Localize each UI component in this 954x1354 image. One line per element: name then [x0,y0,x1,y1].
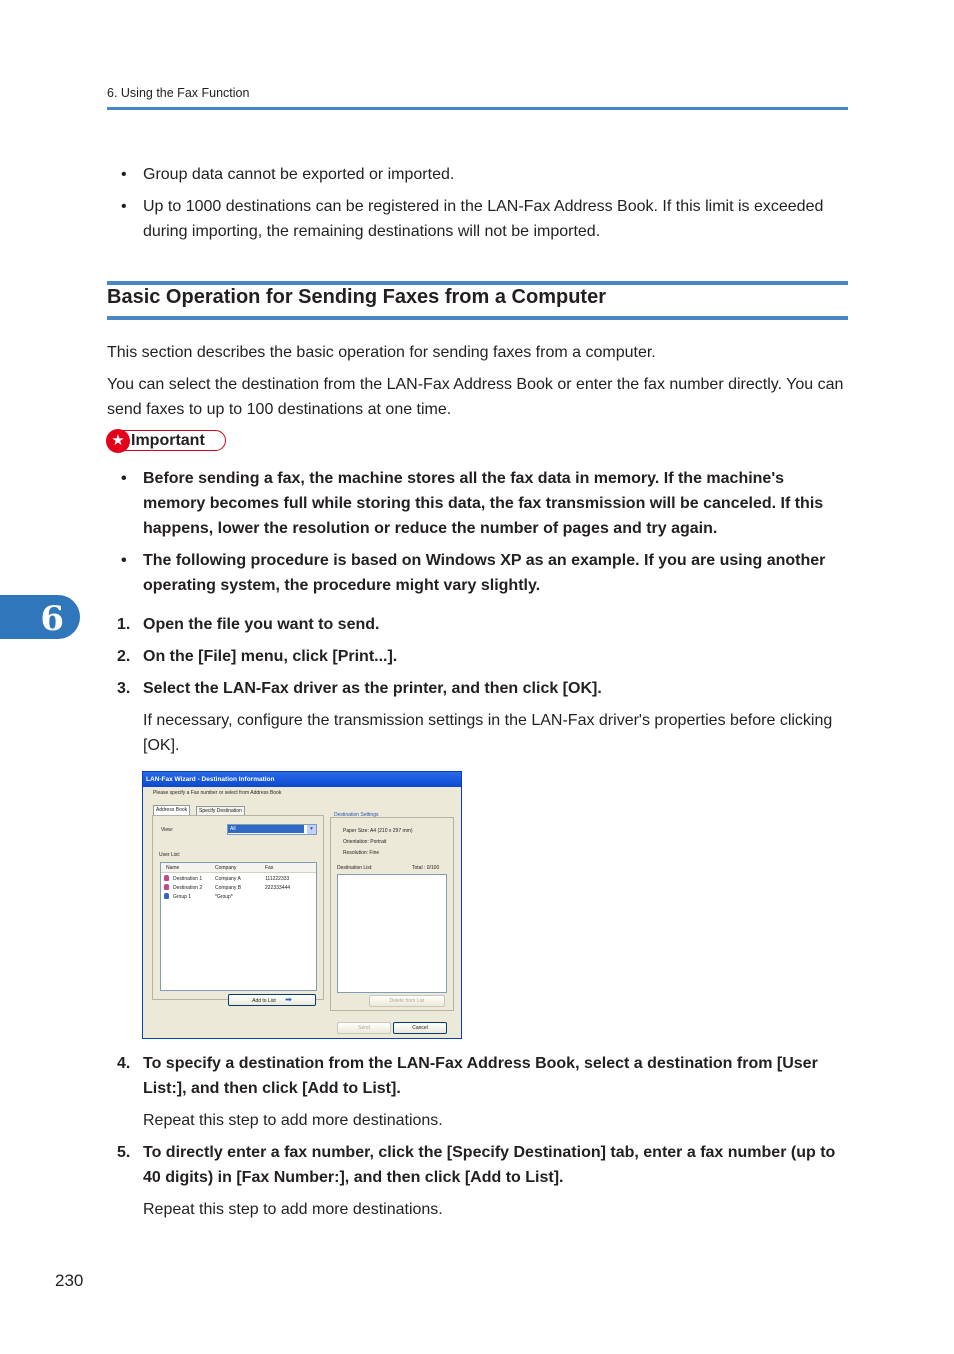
arrow-right-icon: ➡ [285,995,292,1004]
tab-address-book[interactable]: Address Book [153,805,190,815]
section-rule-bottom [107,316,848,320]
important-badge [107,430,226,451]
destination-list-label: Destination List: [337,865,373,871]
step-5: 5. To directly enter a fax number, click the [Specify Destination] tab, enter a fax number (up to 40 digits) in [Fax Number:], and then click [Add to List]. [117,1144,836,1186]
chapter-tab [0,595,80,639]
chapter-number: 6 [40,599,64,639]
person-icon [164,875,169,881]
orientation: Orientation: Portrait [343,839,387,845]
step-3: 3. Select the LAN-Fax driver as the printer, and then click [OK]. [117,680,602,697]
star-icon: ★ [106,429,130,453]
step-3-note: If necessary, configure the transmission settings in the LAN-Fax driver's properties before clicking [OK]. [143,712,833,754]
chevron-down-icon: ▼ [307,825,316,834]
step-4-note: Repeat this step to add more destinations. [143,1112,443,1129]
tab-specify-destination[interactable]: Specify Destination [196,806,245,816]
step-5-note: Repeat this step to add more destinations. [143,1201,443,1218]
step-4: 4. To specify a destination from the LAN-Fax Address Book, select a destination from [User List:], and then click [Add to List]. [117,1055,818,1097]
user-list-header: Name Company Fax [161,863,316,873]
list-item: • Up to 1000 destinations can be registered in the LAN-Fax Address Book. If this limit is exceeded during importing, the remaining destinations will not be imported. [121,198,824,240]
section-title: Basic Operation for Sending Faxes from a Computer [107,286,606,308]
step-2: 2. On the [File] menu, click [Print...]. [117,648,398,665]
header-rule [107,107,848,110]
view-label: View: [161,827,174,833]
list-item: • Group data cannot be exported or imported. [121,166,455,183]
destination-list[interactable] [337,874,447,993]
list-item: • The following procedure is based on Windows XP as an example. If you are using another operating system, the procedure might vary slightly. [121,552,826,594]
cancel-button[interactable]: Cancel [393,1022,447,1034]
lan-fax-wizard-screenshot [142,771,462,1039]
destination-settings-label: Destination Settings [334,812,379,818]
delete-from-list-button[interactable]: Delete from List [369,995,445,1007]
running-header: 6. Using the Fax Function [107,86,250,100]
important-label: Important [131,432,205,449]
user-list-label: User List: [159,852,181,858]
person-icon [164,884,169,890]
user-list[interactable] [160,862,317,991]
view-select[interactable]: All ▼ [227,824,317,835]
add-to-list-button[interactable]: Add to List ➡ [228,994,316,1006]
step-1: 1. Open the file you want to send. [117,616,380,633]
important-bullet-list [107,466,848,605]
section-paragraph: You can select the destination from the LAN-Fax Address Book or enter the fax number directly. You can send faxes to up to 100 destinations at one time. [107,376,844,418]
list-item: • Before sending a fax, the machine stores all the fax data in memory. If the machine's memory becomes full while storing this data, the fax transmission will be canceled. If this happens, lower the resolution or reduce the number of pages and try again. [121,470,824,537]
table-row[interactable]: Destination 1 Company A 111222333 [161,874,316,883]
section-intro: This section describes the basic operation for sending faxes from a computer. [107,344,656,361]
top-bullet-list [107,162,848,251]
page-number: 230 [55,1271,84,1290]
destination-total: Total : 0/100 [412,865,440,871]
section-rule-top [107,281,848,285]
send-button[interactable]: Send [337,1022,391,1034]
dialog-instruction: Please specify a Fax number or select from Address Book [153,790,282,796]
table-row[interactable]: Destination 2 Company B 222333444 [161,883,316,892]
resolution: Resolution: Fine [343,850,380,856]
paper-size: Paper Size: A4 (210 x 297 mm) [343,828,413,834]
dialog-title: LAN-Fax Wizard - Destination Information [143,772,461,787]
table-row[interactable]: Group 1 *Group* [161,892,316,901]
group-icon [164,893,169,899]
